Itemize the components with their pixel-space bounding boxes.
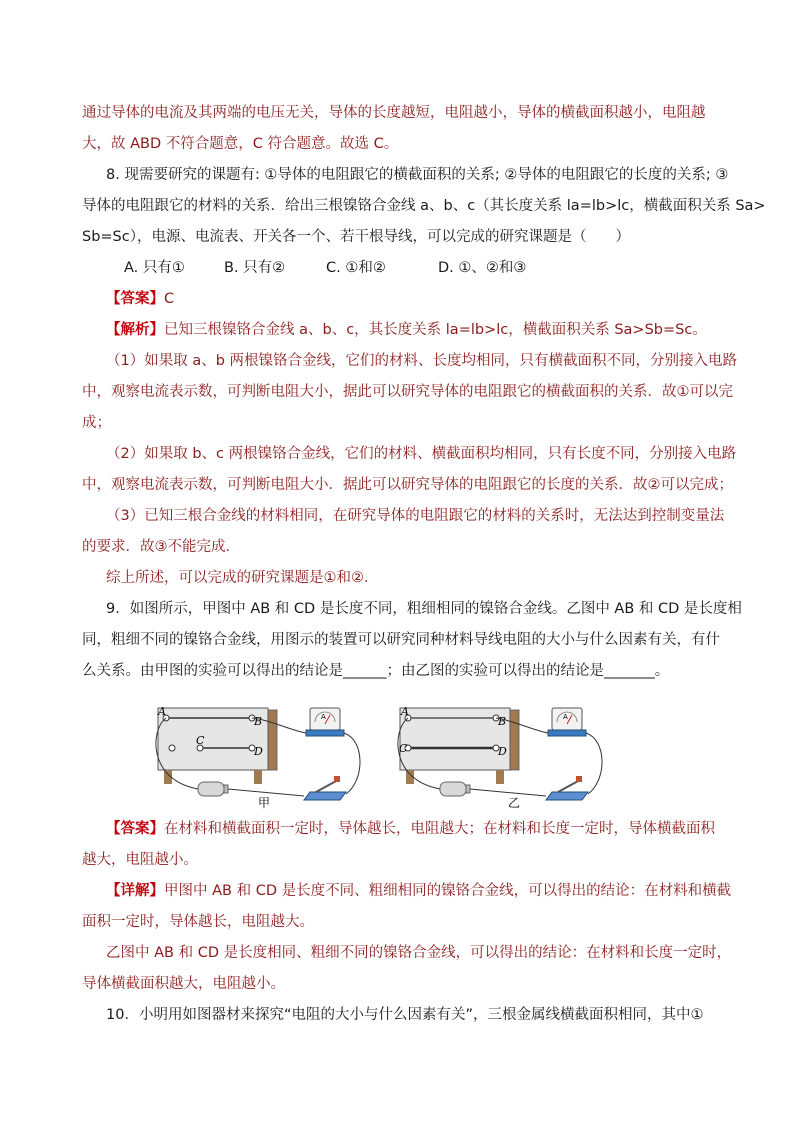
label-b-left: B: [254, 715, 263, 728]
q8-stem-line-1: 8. 现需要研究的课题有: ①导体的电阻跟它的横截面积的关系; ②导体的电阻跟它的长度的关系; ③: [106, 167, 729, 183]
q7-tail-line-1: 通过导体的电流及其两端的电压无关，导体的长度越短，电阻越小，导体的横截面积越小，电阻越: [82, 105, 706, 121]
circuit-figure: [150, 700, 650, 812]
q8-option-c: C. ①和②: [326, 260, 386, 276]
switch-right-icon: [546, 776, 588, 800]
ammeter-right-letter: A: [563, 713, 568, 721]
battery-left-icon: [198, 782, 228, 796]
label-d-left: D: [254, 745, 263, 758]
detail-tag: 【详解】: [106, 883, 164, 899]
q9-detail-line-1: [106, 881, 731, 901]
q8-part2-line-1: （2）如果取 b、c 两根镍铬合金线，它们的材料、横截面积均相同，只有长度不同，分别接入电路: [106, 446, 737, 462]
circuit-diagram: [150, 700, 650, 812]
battery-right-icon: [440, 782, 470, 796]
label-d-right: D: [498, 745, 507, 758]
q8-part3-line-1: （3）已知三根合金线的材料相同，在研究导体的电阻跟它的材料的关系时，无法达到控制变量法: [106, 508, 725, 524]
q8-option-a: A. 只有①: [124, 260, 185, 276]
q8-part1-line-3: 成；: [82, 415, 111, 431]
q9-detail-line-2: 面积一定时，导体越长，电阻越大。: [82, 914, 314, 930]
q9-stem-line-2: 同，粗细不同的镍铬合金线，用图示的装置可以研究同种材料导线电阻的大小与什么因素有关，有什: [82, 632, 720, 648]
q8-part1-line-2: 中，观察电流表示数，可判断电阻大小，据此可以研究导体的电阻跟它的横截面积的关系．故①可以完: [82, 384, 733, 400]
figure-label-yi: 乙: [508, 796, 521, 810]
label-a-left: A: [158, 705, 166, 718]
q7-tail-line-2: 大，故 ABD 不符合题意，C 符合题意。故选 C。: [82, 136, 399, 152]
q8-part3-line-2: 的要求．故③不能完成．: [82, 539, 240, 555]
q9-detail-line-3: 乙图中 AB 和 CD 是长度相同、粗细不同的镍铬合金线，可以得出的结论：在材料和长度一定时，: [106, 945, 732, 961]
answer-tag: 【答案】: [106, 821, 164, 837]
q8-part1-line-1: （1）如果取 a、b 两根镍铬合金线，它们的材料、长度均相同，只有横截面积不同，分别接入电路: [106, 353, 738, 369]
answer-tag: 【答案】: [106, 291, 164, 307]
answer-text: 在材料和横截面积一定时，导体越长，电阻越大；在材料和长度一定时，导体横截面积: [164, 821, 715, 837]
q8-analysis: [106, 320, 707, 340]
q9-stem-line-1: 9．如图所示，甲图中 AB 和 CD 是长度不同，粗细相同的镍铬合金线。乙图中 AB 和 CD 是长度相: [106, 601, 742, 617]
label-a-right: A: [401, 705, 409, 718]
analysis-text: 已知三根镍铬合金线 a、b、c，其长度关系 la=lb>lc，横截面积关系 Sa>Sb=Sc。: [164, 322, 707, 338]
ammeter-left-letter: A: [321, 713, 326, 721]
answer-value: C: [164, 291, 175, 307]
analysis-tag: 【解析】: [106, 322, 164, 338]
figure-label-jia: 甲: [258, 796, 271, 810]
q8-option-d: D. ①、②和③: [438, 260, 527, 276]
q9-stem-line-3: 么关系。由甲图的实验可以得出的结论是______；由乙图的实验可以得出的结论是_______。: [82, 663, 670, 679]
q8-stem-line-2: 导体的电阻跟它的材料的关系．给出三根镍铬合金线 a、b、c（其长度关系 la=lb>lc，横截面积关系 Sa>: [82, 198, 766, 214]
q8-summary: 综上所述，可以完成的研究课题是①和②．: [106, 570, 379, 586]
label-b-right: B: [498, 715, 507, 728]
q8-part2-line-2: 中，观察电流表示数，可判断电阻大小．据此可以研究导体的电阻跟它的长度的关系．故②可以完成；: [82, 477, 733, 493]
q10-stem-line-1: 10．小明用如图器材来探究“电阻的大小与什么因素有关”，三根金属线横截面积相同，其中①: [106, 1007, 704, 1023]
switch-left-icon: [304, 776, 346, 800]
detail-text: 甲图中 AB 和 CD 是长度不同、粗细相同的镍铬合金线，可以得出的结论：在材料和横截: [164, 883, 732, 899]
q9-answer-line-2: 越大，电阻越小。: [82, 852, 198, 868]
q8-answer: [106, 289, 174, 309]
label-c-right: C: [399, 742, 408, 755]
q9-answer-line-1: [106, 819, 715, 839]
q8-stem-line-3: Sb=Sc），电源、电流表、开关各一个、若干根导线，可以完成的研究课题是（ ）: [82, 229, 630, 245]
q9-detail-line-4: 导体横截面积越大，电阻越小。: [82, 976, 285, 992]
label-c-left: C: [196, 734, 205, 747]
q8-option-b: B. 只有②: [224, 260, 286, 276]
